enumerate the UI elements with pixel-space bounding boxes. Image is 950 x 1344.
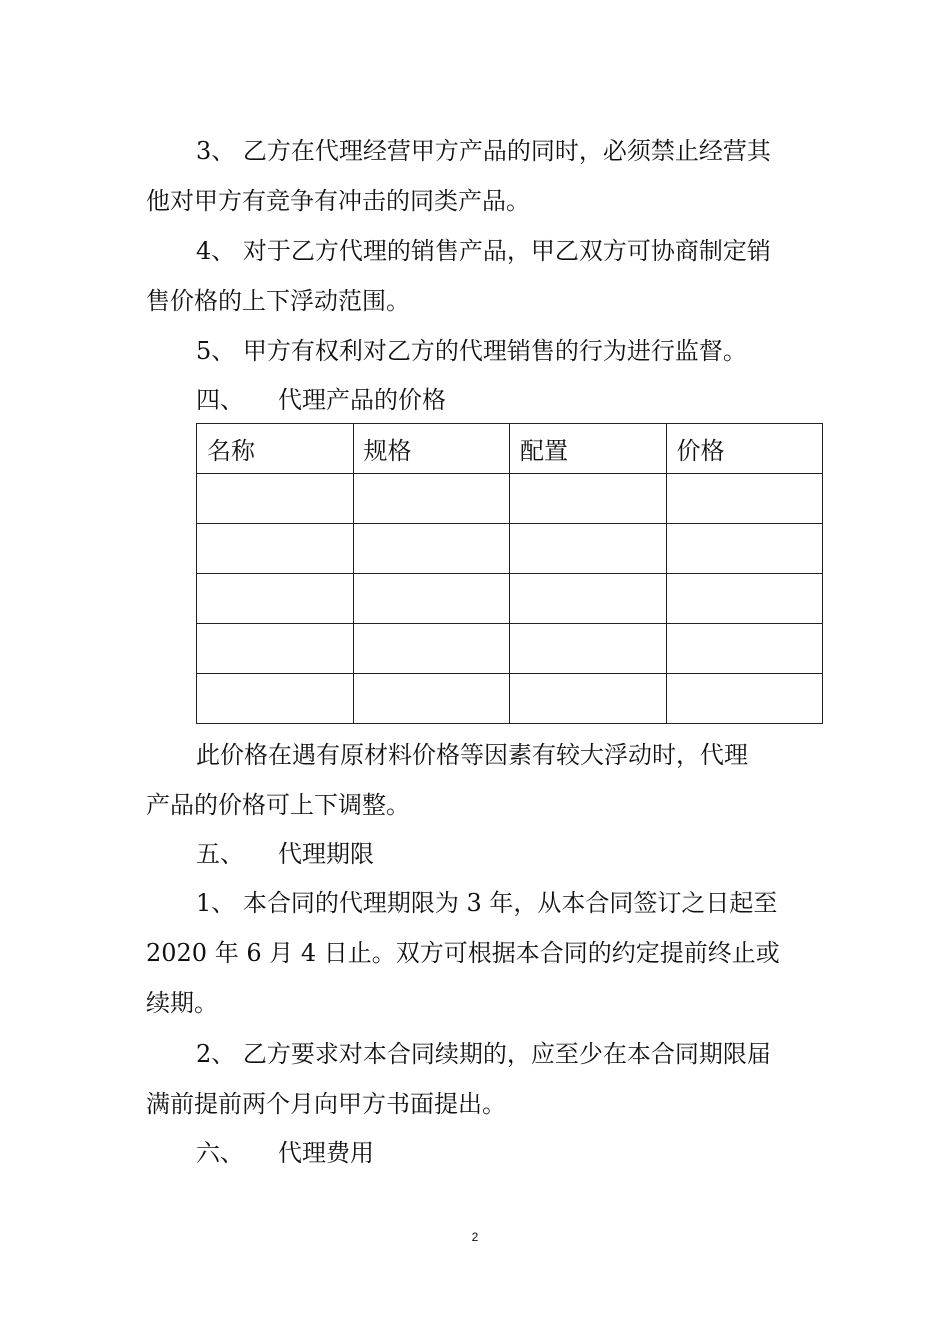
table-cell: [353, 624, 510, 674]
price-table: [196, 423, 823, 724]
table-cell: [510, 474, 667, 524]
term-item-2-line-1: 2、 乙方要求对本合同续期的，应至少在本合同期限届: [196, 1040, 771, 1068]
table-cell: [197, 474, 354, 524]
term-item-2-line-2: 满前提前两个月向甲方书面提出。: [146, 1090, 506, 1118]
table-cell: [197, 674, 354, 724]
table-cell: [666, 574, 823, 624]
table-cell: [666, 524, 823, 574]
table-cell: [666, 474, 823, 524]
table-cell: [353, 674, 510, 724]
table-cell: [353, 474, 510, 524]
table-row: [197, 674, 823, 724]
section-6-number: 六、: [196, 1139, 244, 1167]
table-row: [197, 574, 823, 624]
section-6-title: 代理费用: [278, 1139, 374, 1167]
table-cell: [666, 674, 823, 724]
table-row: [197, 624, 823, 674]
table-cell: [510, 674, 667, 724]
paragraph-4-line-2: 售价格的上下浮动范围。: [146, 287, 410, 315]
table-cell: [510, 574, 667, 624]
table-cell: [510, 524, 667, 574]
table-row: [197, 524, 823, 574]
header-price: 价格: [666, 424, 823, 474]
table-header-row: [197, 424, 823, 474]
table-cell: [353, 574, 510, 624]
paragraph-5: 5、 甲方有权利对乙方的代理销售的行为进行监督。: [196, 337, 747, 365]
paragraph-3-line-1: 3、 乙方在代理经营甲方产品的同时，必须禁止经营其: [196, 137, 771, 165]
section-4-number: 四、: [196, 386, 244, 414]
table-cell: [197, 574, 354, 624]
term-item-1-line-3: 续期。: [146, 989, 218, 1017]
section-4-heading: [196, 385, 866, 415]
section-4-title: 代理产品的价格: [278, 386, 446, 414]
section-6-heading: [196, 1138, 866, 1168]
section-5-heading: [196, 839, 866, 869]
section-5-number: 五、: [196, 840, 244, 868]
section-5-title: 代理期限: [278, 840, 374, 868]
price-note-line-1: 此价格在遇有原材料价格等因素有较大浮动时，代理: [196, 741, 748, 769]
price-note-line-2: 产品的价格可上下调整。: [146, 791, 410, 819]
paragraph-3-line-2: 他对甲方有竞争有冲击的同类产品。: [146, 187, 530, 215]
header-name: 名称: [197, 424, 354, 474]
table-cell: [197, 624, 354, 674]
table-cell: [666, 624, 823, 674]
paragraph-4-line-1: 4、 对于乙方代理的销售产品，甲乙双方可协商制定销: [196, 237, 771, 265]
header-spec: 规格: [353, 424, 510, 474]
table-cell: [353, 524, 510, 574]
table-cell: [197, 524, 354, 574]
table-row: [197, 474, 823, 524]
page-number: 2: [471, 1230, 479, 1244]
table-cell: [510, 624, 667, 674]
term-item-1-line-1: 1、 本合同的代理期限为 3 年，从本合同签订之日起至: [196, 889, 778, 917]
term-item-1-line-2: 2020 年 6 月 4 日止。双方可根据本合同的约定提前终止或: [146, 939, 780, 967]
header-config: 配置: [510, 424, 667, 474]
